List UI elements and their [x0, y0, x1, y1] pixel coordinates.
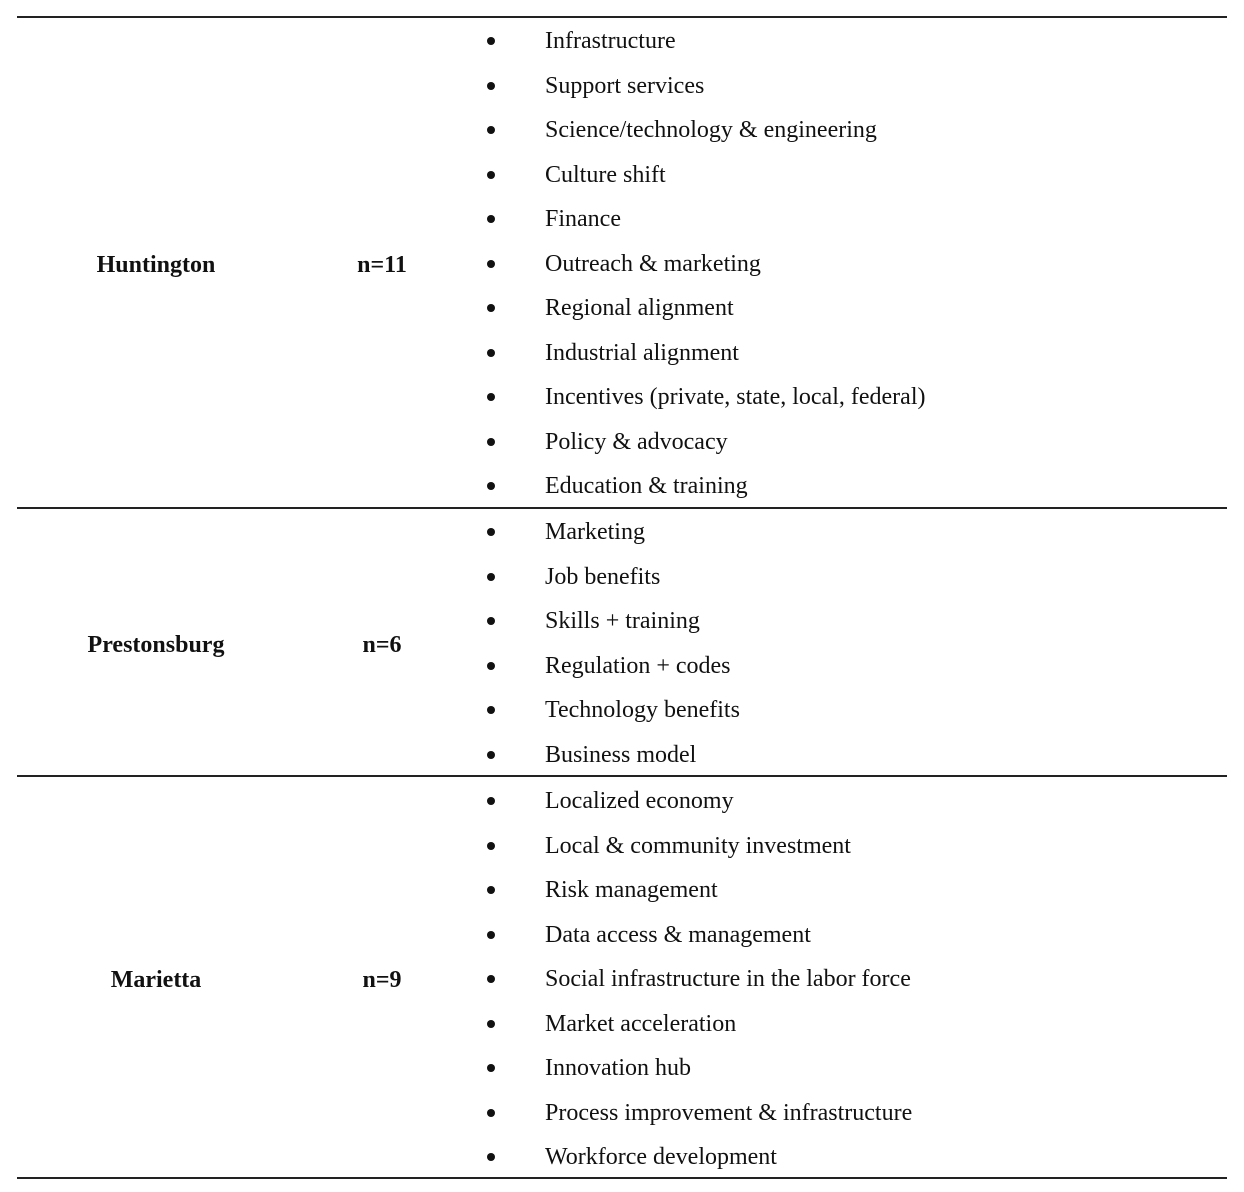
- bullet-icon: [487, 1064, 495, 1072]
- bullet-icon: [487, 1109, 495, 1117]
- bullet-icon: [487, 886, 495, 894]
- list-item-label: Science/technology & engineering: [545, 117, 877, 143]
- list-item-label: Skills + training: [545, 608, 700, 634]
- list-item-label: Business model: [545, 741, 697, 768]
- bullet-icon: [487, 797, 495, 805]
- bullet-icon: [487, 438, 495, 446]
- list-item-label: Culture shift: [545, 161, 666, 188]
- list-item-label: Marketing: [545, 519, 645, 545]
- list-item-label: Industrial alignment: [545, 339, 739, 366]
- list-item-label: Education & training: [545, 473, 748, 499]
- bullet-icon: [487, 82, 495, 90]
- list-item-label: Incentives (private, state, local, federal): [545, 384, 926, 410]
- list-item-label: Social infrastructure in the labor force: [545, 966, 911, 992]
- bullet-icon: [487, 573, 495, 581]
- list-item-label: Market acceleration: [545, 1010, 737, 1037]
- sample-count: n=11: [357, 252, 407, 278]
- sample-count: n=9: [362, 967, 402, 993]
- bullet-icon: [487, 349, 495, 357]
- bullet-icon: [487, 215, 495, 223]
- bullet-icon: [487, 37, 495, 45]
- bullet-icon: [487, 171, 495, 179]
- table-row: [17, 510, 1227, 775]
- list-item-label: Localized economy: [545, 788, 734, 814]
- sample-count: n=6: [362, 632, 402, 658]
- bullet-icon: [487, 662, 495, 670]
- list-item-label: Workforce development: [545, 1144, 777, 1170]
- bullet-icon: [487, 931, 495, 939]
- bullet-icon: [487, 126, 495, 134]
- list-item-label: Job benefits: [545, 563, 661, 590]
- list-item-label: Infrastructure: [545, 28, 676, 54]
- bullet-icon: [487, 304, 495, 312]
- bullet-icon: [487, 260, 495, 268]
- bullet-icon: [487, 1153, 495, 1161]
- list-item-label: Process improvement & infrastructure: [545, 1099, 913, 1126]
- bullet-icon: [487, 975, 495, 983]
- table-row: [17, 19, 1227, 507]
- bullet-icon: [487, 482, 495, 490]
- city-name: Prestonsburg: [87, 632, 225, 658]
- list-item-label: Local & community investment: [545, 832, 851, 859]
- bullet-icon: [487, 706, 495, 714]
- list-item-label: Innovation hub: [545, 1055, 691, 1081]
- bullet-icon: [487, 842, 495, 850]
- bullet-icon: [487, 393, 495, 401]
- list-item-label: Policy & advocacy: [545, 428, 728, 455]
- list-item-label: Regional alignment: [545, 295, 734, 321]
- list-item-label: Technology benefits: [545, 697, 740, 723]
- list-item-label: Data access & management: [545, 921, 811, 948]
- city-name: Huntington: [96, 252, 216, 278]
- bullet-icon: [487, 1020, 495, 1028]
- table-row: [17, 779, 1227, 1177]
- bullet-icon: [487, 617, 495, 625]
- list-item-label: Support services: [545, 72, 705, 99]
- list-item-label: Regulation + codes: [545, 652, 731, 679]
- bullet-icon: [487, 751, 495, 759]
- list-item-label: Risk management: [545, 877, 718, 903]
- list-item-label: Finance: [545, 206, 621, 232]
- table-top-rule: [17, 16, 1227, 18]
- city-name: Marietta: [110, 967, 202, 993]
- bullet-icon: [487, 528, 495, 536]
- list-item-label: Outreach & marketing: [545, 250, 761, 277]
